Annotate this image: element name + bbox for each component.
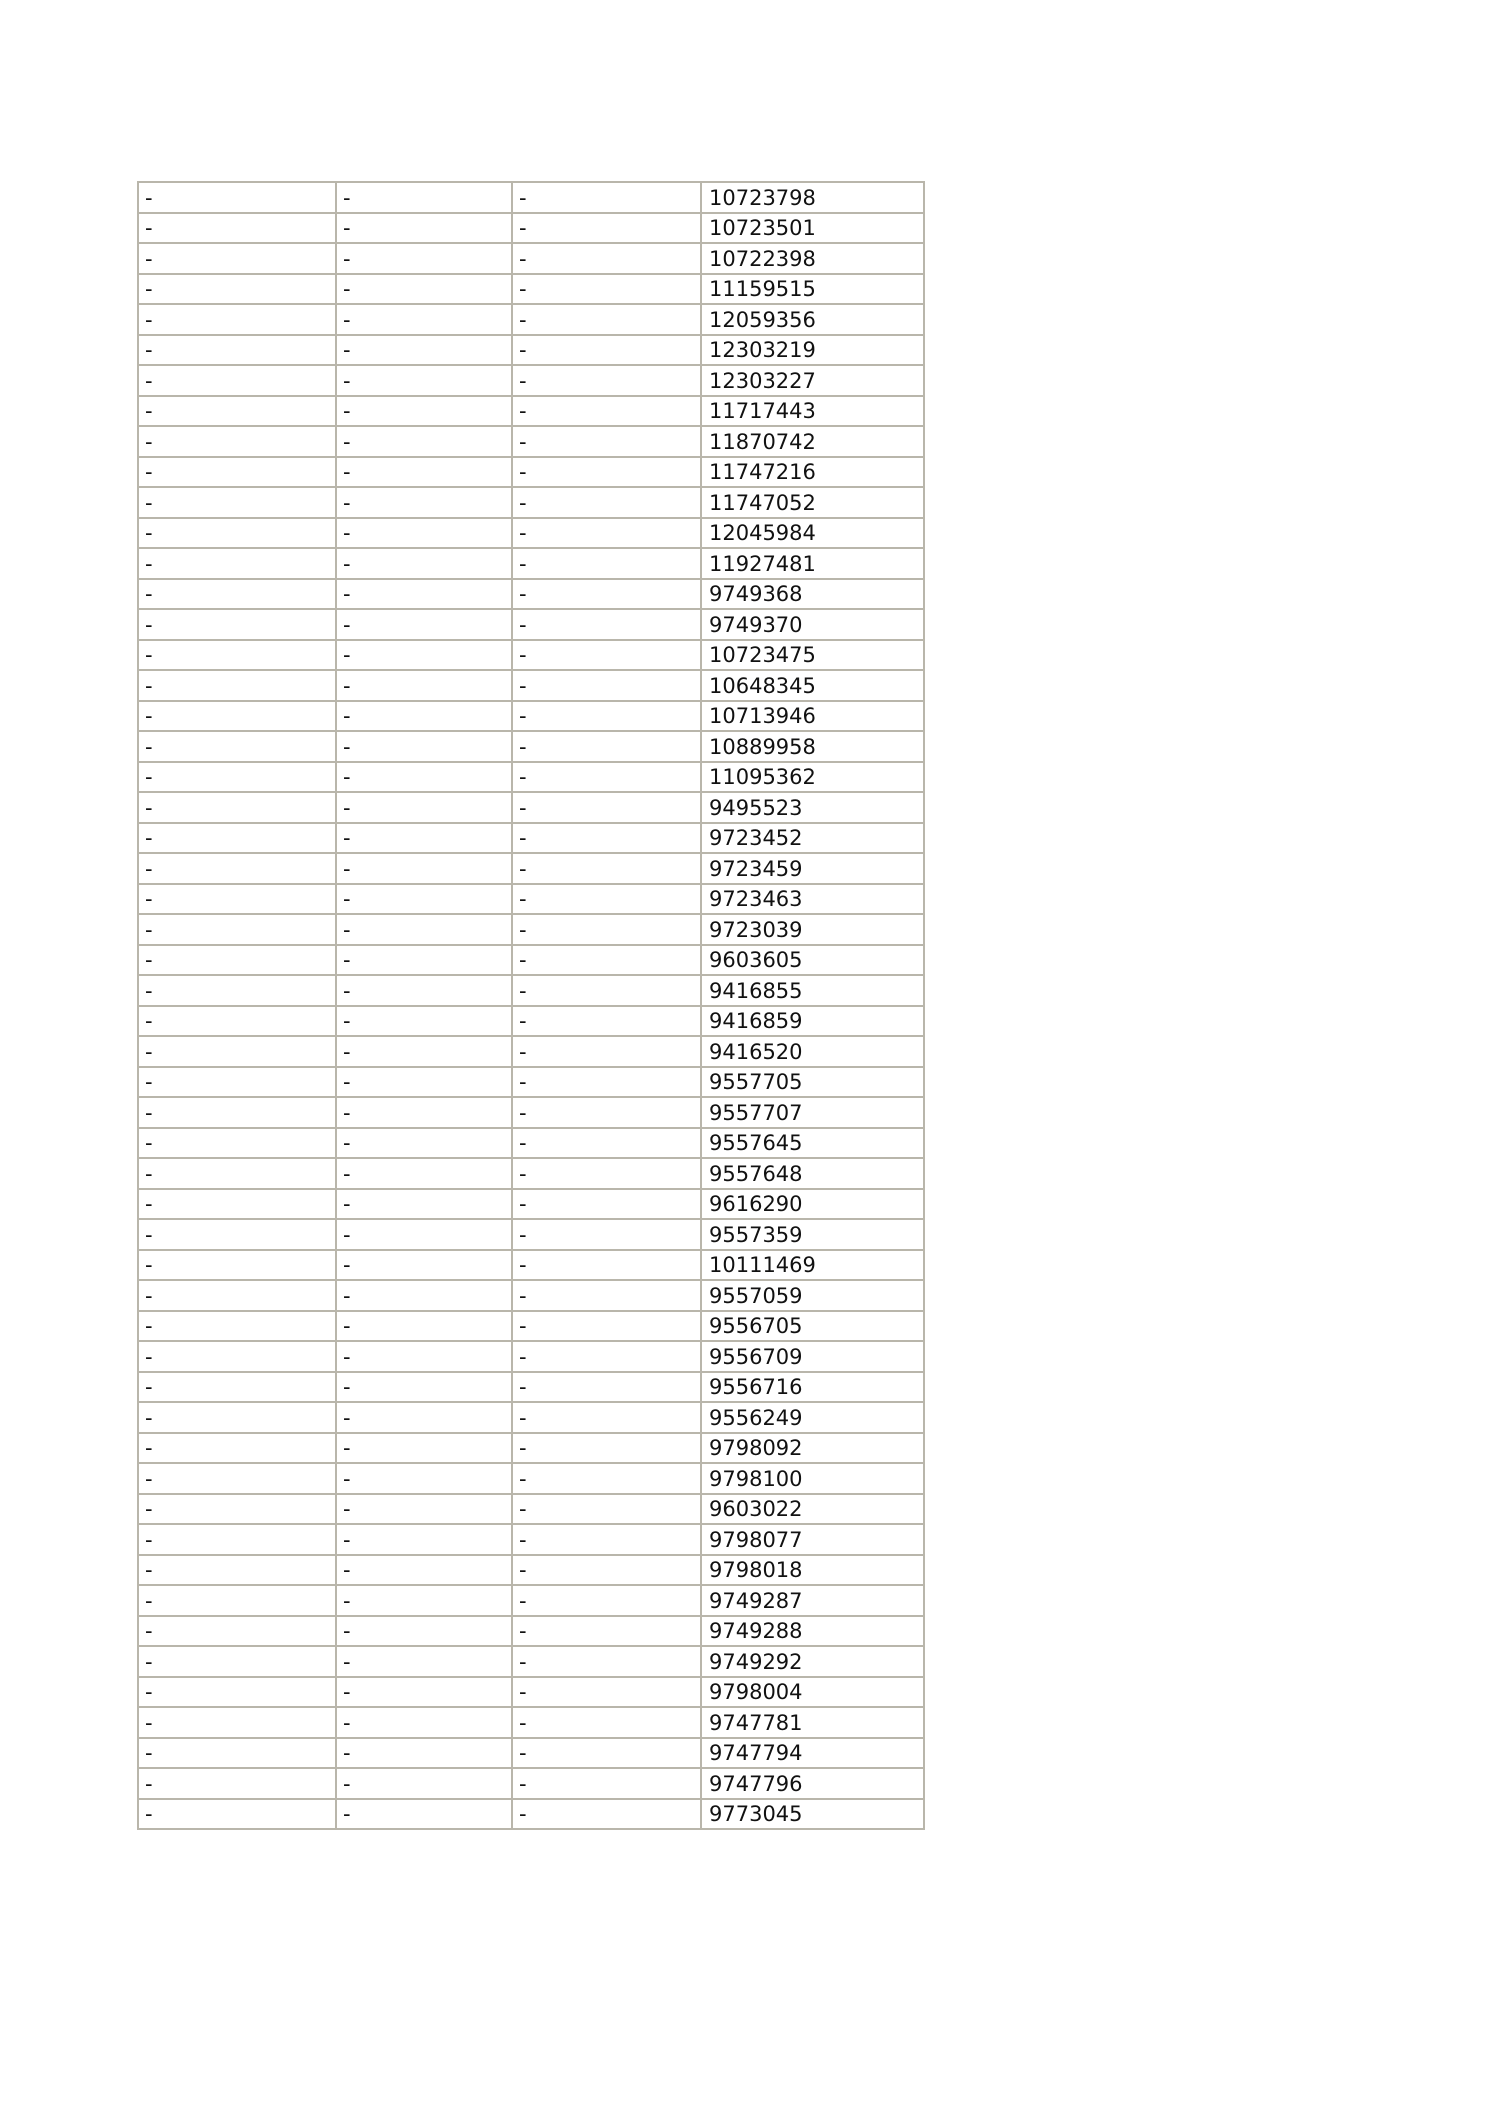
table-cell-empty-marker: - bbox=[336, 335, 512, 366]
table-row bbox=[138, 1067, 924, 1098]
table-cell-empty-marker: - bbox=[138, 1128, 336, 1159]
table-cell-empty-marker: - bbox=[512, 609, 701, 640]
table-cell-id: 10648345 bbox=[701, 670, 924, 701]
table-cell-empty-marker: - bbox=[512, 1311, 701, 1342]
table-row bbox=[138, 1646, 924, 1677]
table-cell-empty-marker: - bbox=[138, 792, 336, 823]
table-row bbox=[138, 945, 924, 976]
table-row bbox=[138, 1341, 924, 1372]
table-cell-empty-marker: - bbox=[512, 1402, 701, 1433]
table-row bbox=[138, 884, 924, 915]
table-cell-empty-marker: - bbox=[512, 1585, 701, 1616]
table-cell-id: 12059356 bbox=[701, 304, 924, 335]
table-row bbox=[138, 1280, 924, 1311]
table-cell-id: 9798077 bbox=[701, 1524, 924, 1555]
table-cell-id: 12303227 bbox=[701, 365, 924, 396]
table-row bbox=[138, 1555, 924, 1586]
table-cell-id: 9557705 bbox=[701, 1067, 924, 1098]
table-cell-id: 11747216 bbox=[701, 457, 924, 488]
table-cell-empty-marker: - bbox=[138, 1158, 336, 1189]
table-cell-empty-marker: - bbox=[336, 1006, 512, 1037]
table-cell-empty-marker: - bbox=[336, 1036, 512, 1067]
table-cell-empty-marker: - bbox=[336, 701, 512, 732]
table-cell-empty-marker: - bbox=[138, 243, 336, 274]
table-cell-empty-marker: - bbox=[336, 548, 512, 579]
table-row bbox=[138, 1128, 924, 1159]
table-cell-id: 9495523 bbox=[701, 792, 924, 823]
table-cell-empty-marker: - bbox=[336, 365, 512, 396]
table-cell-empty-marker: - bbox=[336, 1433, 512, 1464]
table-cell-empty-marker: - bbox=[336, 518, 512, 549]
table-cell-empty-marker: - bbox=[512, 792, 701, 823]
table-row bbox=[138, 640, 924, 671]
table-row bbox=[138, 1585, 924, 1616]
table-cell-empty-marker: - bbox=[138, 213, 336, 244]
table-cell-empty-marker: - bbox=[336, 274, 512, 305]
table-cell-id: 9723452 bbox=[701, 823, 924, 854]
table-cell-empty-marker: - bbox=[138, 1555, 336, 1586]
table-cell-id: 9416859 bbox=[701, 1006, 924, 1037]
table-cell-empty-marker: - bbox=[138, 1768, 336, 1799]
table-cell-empty-marker: - bbox=[336, 1128, 512, 1159]
table-cell-empty-marker: - bbox=[336, 396, 512, 427]
table-cell-id: 12303219 bbox=[701, 335, 924, 366]
table-cell-empty-marker: - bbox=[138, 1616, 336, 1647]
table-cell-id: 10111469 bbox=[701, 1250, 924, 1281]
table-cell-empty-marker: - bbox=[336, 1189, 512, 1220]
table-cell-empty-marker: - bbox=[138, 1677, 336, 1708]
table-cell-empty-marker: - bbox=[138, 365, 336, 396]
table-cell-empty-marker: - bbox=[512, 396, 701, 427]
table-cell-empty-marker: - bbox=[138, 853, 336, 884]
table-cell-empty-marker: - bbox=[512, 1799, 701, 1830]
table-row bbox=[138, 365, 924, 396]
table-cell-empty-marker: - bbox=[512, 1433, 701, 1464]
table-cell-empty-marker: - bbox=[336, 1402, 512, 1433]
table-cell-empty-marker: - bbox=[138, 1799, 336, 1830]
table-cell-empty-marker: - bbox=[138, 1189, 336, 1220]
table-cell-id: 9556249 bbox=[701, 1402, 924, 1433]
table-cell-empty-marker: - bbox=[512, 1250, 701, 1281]
table-cell-empty-marker: - bbox=[336, 792, 512, 823]
table-cell-empty-marker: - bbox=[138, 457, 336, 488]
table-cell-empty-marker: - bbox=[138, 914, 336, 945]
table-cell-empty-marker: - bbox=[336, 853, 512, 884]
table-cell-empty-marker: - bbox=[336, 457, 512, 488]
table-cell-id: 10713946 bbox=[701, 701, 924, 732]
table-cell-empty-marker: - bbox=[336, 884, 512, 915]
table-row bbox=[138, 335, 924, 366]
table-row bbox=[138, 670, 924, 701]
table-cell-empty-marker: - bbox=[512, 670, 701, 701]
table-cell-empty-marker: - bbox=[512, 457, 701, 488]
table-cell-empty-marker: - bbox=[138, 1646, 336, 1677]
table-cell-empty-marker: - bbox=[336, 1158, 512, 1189]
table-cell-id: 9603605 bbox=[701, 945, 924, 976]
table-cell-id: 11927481 bbox=[701, 548, 924, 579]
table-cell-empty-marker: - bbox=[336, 1707, 512, 1738]
table-row bbox=[138, 1311, 924, 1342]
table-cell-id: 11159515 bbox=[701, 274, 924, 305]
table-cell-empty-marker: - bbox=[512, 1189, 701, 1220]
table-cell-empty-marker: - bbox=[336, 1768, 512, 1799]
table-cell-empty-marker: - bbox=[138, 487, 336, 518]
table-cell-id: 9556716 bbox=[701, 1372, 924, 1403]
table-cell-id: 9723039 bbox=[701, 914, 924, 945]
table-cell-empty-marker: - bbox=[138, 1738, 336, 1769]
table-row bbox=[138, 396, 924, 427]
table-cell-empty-marker: - bbox=[138, 975, 336, 1006]
table-cell-empty-marker: - bbox=[138, 1067, 336, 1098]
table-cell-id: 9749368 bbox=[701, 579, 924, 610]
table-row bbox=[138, 243, 924, 274]
table-cell-empty-marker: - bbox=[336, 1585, 512, 1616]
table-cell-empty-marker: - bbox=[512, 762, 701, 793]
table-cell-empty-marker: - bbox=[512, 1067, 701, 1098]
table-cell-id: 9749287 bbox=[701, 1585, 924, 1616]
table-cell-empty-marker: - bbox=[512, 1372, 701, 1403]
table-cell-id: 9556709 bbox=[701, 1341, 924, 1372]
table-cell-id: 11747052 bbox=[701, 487, 924, 518]
table-row bbox=[138, 1494, 924, 1525]
table-row bbox=[138, 304, 924, 335]
table-row bbox=[138, 1524, 924, 1555]
table-cell-empty-marker: - bbox=[512, 1524, 701, 1555]
table-row bbox=[138, 762, 924, 793]
table-cell-empty-marker: - bbox=[138, 823, 336, 854]
table-cell-empty-marker: - bbox=[512, 914, 701, 945]
table-cell-empty-marker: - bbox=[138, 518, 336, 549]
table-cell-id: 9616290 bbox=[701, 1189, 924, 1220]
table-cell-id: 10722398 bbox=[701, 243, 924, 274]
table-cell-empty-marker: - bbox=[336, 1280, 512, 1311]
table-cell-empty-marker: - bbox=[512, 1616, 701, 1647]
table-cell-id: 9557707 bbox=[701, 1097, 924, 1128]
table-row bbox=[138, 1402, 924, 1433]
table-cell-empty-marker: - bbox=[138, 884, 336, 915]
table-row bbox=[138, 274, 924, 305]
table-cell-empty-marker: - bbox=[512, 701, 701, 732]
table-row bbox=[138, 1006, 924, 1037]
table-cell-empty-marker: - bbox=[336, 609, 512, 640]
table-cell-empty-marker: - bbox=[512, 213, 701, 244]
table-cell-id: 9557059 bbox=[701, 1280, 924, 1311]
table-cell-empty-marker: - bbox=[512, 884, 701, 915]
table-cell-empty-marker: - bbox=[138, 1372, 336, 1403]
table-row bbox=[138, 609, 924, 640]
table-cell-empty-marker: - bbox=[138, 1341, 336, 1372]
table-cell-empty-marker: - bbox=[512, 1341, 701, 1372]
table-cell-id: 12045984 bbox=[701, 518, 924, 549]
table-cell-empty-marker: - bbox=[336, 1738, 512, 1769]
table-row bbox=[138, 1768, 924, 1799]
table-cell-empty-marker: - bbox=[138, 1494, 336, 1525]
table-row bbox=[138, 518, 924, 549]
table-cell-id: 9557359 bbox=[701, 1219, 924, 1250]
table-row bbox=[138, 1250, 924, 1281]
table-row bbox=[138, 823, 924, 854]
table-cell-empty-marker: - bbox=[512, 1555, 701, 1586]
table-cell-empty-marker: - bbox=[138, 670, 336, 701]
table-cell-empty-marker: - bbox=[138, 396, 336, 427]
table-row bbox=[138, 182, 924, 213]
table-cell-empty-marker: - bbox=[512, 335, 701, 366]
table-row bbox=[138, 914, 924, 945]
table-cell-empty-marker: - bbox=[336, 1677, 512, 1708]
table-row bbox=[138, 426, 924, 457]
table-cell-empty-marker: - bbox=[336, 1555, 512, 1586]
table-cell-empty-marker: - bbox=[512, 182, 701, 213]
table-cell-empty-marker: - bbox=[138, 335, 336, 366]
table-cell-empty-marker: - bbox=[512, 731, 701, 762]
table-row bbox=[138, 1677, 924, 1708]
table-cell-empty-marker: - bbox=[138, 1463, 336, 1494]
table-cell-empty-marker: - bbox=[512, 426, 701, 457]
table-cell-empty-marker: - bbox=[336, 731, 512, 762]
table-cell-id: 9723463 bbox=[701, 884, 924, 915]
table-cell-empty-marker: - bbox=[336, 1646, 512, 1677]
table-cell-empty-marker: - bbox=[138, 548, 336, 579]
table-cell-empty-marker: - bbox=[138, 579, 336, 610]
table-cell-id: 9749292 bbox=[701, 1646, 924, 1677]
table-cell-empty-marker: - bbox=[336, 1799, 512, 1830]
table-row bbox=[138, 487, 924, 518]
table-cell-empty-marker: - bbox=[336, 426, 512, 457]
table-cell-id: 9798092 bbox=[701, 1433, 924, 1464]
table-cell-id: 9603022 bbox=[701, 1494, 924, 1525]
table-cell-empty-marker: - bbox=[336, 243, 512, 274]
table-cell-id: 9749370 bbox=[701, 609, 924, 640]
table-cell-empty-marker: - bbox=[138, 426, 336, 457]
table-cell-empty-marker: - bbox=[138, 731, 336, 762]
table-cell-empty-marker: - bbox=[512, 1280, 701, 1311]
table-cell-empty-marker: - bbox=[138, 1524, 336, 1555]
table-row bbox=[138, 457, 924, 488]
table-cell-empty-marker: - bbox=[138, 1006, 336, 1037]
table-cell-empty-marker: - bbox=[336, 914, 512, 945]
table-cell-empty-marker: - bbox=[512, 579, 701, 610]
table-cell-empty-marker: - bbox=[512, 1006, 701, 1037]
table-cell-empty-marker: - bbox=[336, 1372, 512, 1403]
table-cell-empty-marker: - bbox=[138, 1250, 336, 1281]
table-cell-empty-marker: - bbox=[336, 823, 512, 854]
table-cell-empty-marker: - bbox=[336, 1341, 512, 1372]
table-cell-empty-marker: - bbox=[336, 945, 512, 976]
table-cell-empty-marker: - bbox=[336, 1616, 512, 1647]
table-cell-empty-marker: - bbox=[138, 304, 336, 335]
table-cell-empty-marker: - bbox=[512, 1707, 701, 1738]
table-cell-empty-marker: - bbox=[512, 1768, 701, 1799]
table-cell-empty-marker: - bbox=[512, 274, 701, 305]
table-row bbox=[138, 975, 924, 1006]
table-cell-empty-marker: - bbox=[138, 1036, 336, 1067]
table-cell-id: 9749288 bbox=[701, 1616, 924, 1647]
table-row bbox=[138, 1799, 924, 1830]
table-cell-id: 10723501 bbox=[701, 213, 924, 244]
table-cell-id: 11717443 bbox=[701, 396, 924, 427]
table-cell-empty-marker: - bbox=[336, 640, 512, 671]
table-cell-empty-marker: - bbox=[512, 975, 701, 1006]
table-row bbox=[138, 1463, 924, 1494]
table-cell-id: 9798004 bbox=[701, 1677, 924, 1708]
table-cell-empty-marker: - bbox=[138, 1097, 336, 1128]
table-cell-empty-marker: - bbox=[336, 975, 512, 1006]
table-cell-empty-marker: - bbox=[512, 1219, 701, 1250]
table-cell-empty-marker: - bbox=[512, 853, 701, 884]
table-cell-empty-marker: - bbox=[512, 1036, 701, 1067]
table-cell-id: 11870742 bbox=[701, 426, 924, 457]
table-cell-empty-marker: - bbox=[138, 762, 336, 793]
table-cell-id: 9798018 bbox=[701, 1555, 924, 1586]
table-cell-empty-marker: - bbox=[512, 1128, 701, 1159]
table-cell-empty-marker: - bbox=[512, 1158, 701, 1189]
table-cell-empty-marker: - bbox=[138, 640, 336, 671]
table-row bbox=[138, 1707, 924, 1738]
table-row bbox=[138, 701, 924, 732]
table-cell-empty-marker: - bbox=[336, 487, 512, 518]
table-cell-empty-marker: - bbox=[336, 182, 512, 213]
table-cell-empty-marker: - bbox=[138, 1707, 336, 1738]
table-cell-empty-marker: - bbox=[336, 1311, 512, 1342]
table-cell-empty-marker: - bbox=[336, 213, 512, 244]
data-table bbox=[137, 181, 925, 1830]
table-cell-empty-marker: - bbox=[512, 1677, 701, 1708]
table-cell-empty-marker: - bbox=[336, 1463, 512, 1494]
table-cell-empty-marker: - bbox=[138, 1280, 336, 1311]
table-cell-empty-marker: - bbox=[512, 243, 701, 274]
table-cell-empty-marker: - bbox=[138, 182, 336, 213]
table-row bbox=[138, 1433, 924, 1464]
table-row bbox=[138, 213, 924, 244]
table-cell-id: 9747781 bbox=[701, 1707, 924, 1738]
table-cell-id: 11095362 bbox=[701, 762, 924, 793]
table-cell-empty-marker: - bbox=[138, 1585, 336, 1616]
table-body bbox=[138, 182, 924, 1829]
table-cell-empty-marker: - bbox=[336, 1524, 512, 1555]
table-cell-id: 10889958 bbox=[701, 731, 924, 762]
table-cell-empty-marker: - bbox=[512, 487, 701, 518]
table-cell-empty-marker: - bbox=[512, 1463, 701, 1494]
table-cell-empty-marker: - bbox=[512, 1494, 701, 1525]
table-cell-id: 10723798 bbox=[701, 182, 924, 213]
table-cell-id: 9798100 bbox=[701, 1463, 924, 1494]
table-row bbox=[138, 1036, 924, 1067]
table-cell-empty-marker: - bbox=[138, 274, 336, 305]
table-cell-id: 9747796 bbox=[701, 1768, 924, 1799]
table-cell-id: 9416520 bbox=[701, 1036, 924, 1067]
table-cell-empty-marker: - bbox=[336, 1219, 512, 1250]
table-cell-id: 9557648 bbox=[701, 1158, 924, 1189]
table-cell-empty-marker: - bbox=[336, 579, 512, 610]
table-cell-id: 9557645 bbox=[701, 1128, 924, 1159]
table-row bbox=[138, 1158, 924, 1189]
table-cell-id: 10723475 bbox=[701, 640, 924, 671]
table-row bbox=[138, 1738, 924, 1769]
table-row bbox=[138, 579, 924, 610]
table-row bbox=[138, 731, 924, 762]
table-cell-empty-marker: - bbox=[512, 518, 701, 549]
table-cell-empty-marker: - bbox=[336, 1097, 512, 1128]
table-cell-empty-marker: - bbox=[512, 365, 701, 396]
table-cell-empty-marker: - bbox=[512, 823, 701, 854]
table-cell-empty-marker: - bbox=[138, 945, 336, 976]
table-cell-empty-marker: - bbox=[138, 609, 336, 640]
table-cell-id: 9773045 bbox=[701, 1799, 924, 1830]
table-cell-id: 9416855 bbox=[701, 975, 924, 1006]
table-cell-empty-marker: - bbox=[512, 1646, 701, 1677]
table-cell-empty-marker: - bbox=[336, 670, 512, 701]
table-row bbox=[138, 853, 924, 884]
table-cell-empty-marker: - bbox=[336, 1494, 512, 1525]
table-cell-empty-marker: - bbox=[138, 1433, 336, 1464]
table-cell-empty-marker: - bbox=[512, 640, 701, 671]
table-row bbox=[138, 792, 924, 823]
table-cell-empty-marker: - bbox=[138, 1402, 336, 1433]
table-row bbox=[138, 1097, 924, 1128]
table-cell-id: 9556705 bbox=[701, 1311, 924, 1342]
table-cell-empty-marker: - bbox=[336, 1067, 512, 1098]
table-cell-empty-marker: - bbox=[512, 945, 701, 976]
table-cell-empty-marker: - bbox=[512, 1097, 701, 1128]
table-cell-empty-marker: - bbox=[138, 701, 336, 732]
table-row bbox=[138, 1372, 924, 1403]
table-cell-empty-marker: - bbox=[336, 304, 512, 335]
table-row bbox=[138, 548, 924, 579]
table-cell-empty-marker: - bbox=[138, 1219, 336, 1250]
table-cell-empty-marker: - bbox=[512, 548, 701, 579]
table-cell-empty-marker: - bbox=[512, 304, 701, 335]
table-row bbox=[138, 1189, 924, 1220]
table-cell-id: 9747794 bbox=[701, 1738, 924, 1769]
table-row bbox=[138, 1219, 924, 1250]
table-cell-id: 9723459 bbox=[701, 853, 924, 884]
table-row bbox=[138, 1616, 924, 1647]
table-cell-empty-marker: - bbox=[336, 762, 512, 793]
table-cell-empty-marker: - bbox=[138, 1311, 336, 1342]
table-cell-empty-marker: - bbox=[512, 1738, 701, 1769]
table-cell-empty-marker: - bbox=[336, 1250, 512, 1281]
